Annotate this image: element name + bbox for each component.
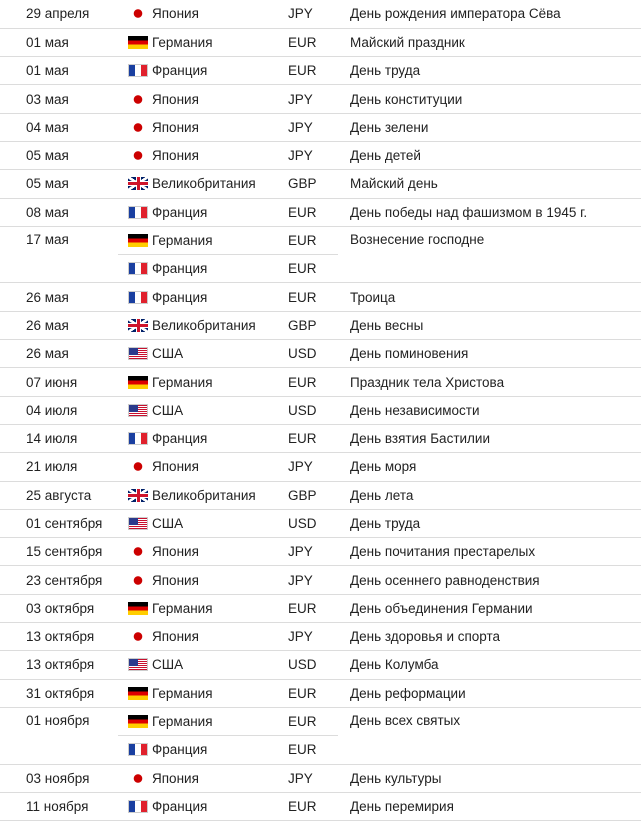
date-cell: 17 мая bbox=[0, 226, 118, 283]
country-name: Германия bbox=[152, 374, 213, 390]
currency-cell: USD bbox=[278, 340, 338, 368]
holiday-cell: День почитания престарелых bbox=[338, 538, 641, 566]
country-cell bbox=[118, 226, 278, 254]
table-row bbox=[0, 707, 641, 735]
currency-cell: EUR bbox=[278, 283, 338, 311]
country-name: Германия bbox=[152, 714, 213, 730]
currency-cell: JPY bbox=[278, 113, 338, 141]
table-row bbox=[0, 453, 641, 481]
table-row bbox=[0, 623, 641, 651]
country-cell bbox=[118, 764, 278, 792]
table-row bbox=[0, 170, 641, 198]
date-cell: 07 июня bbox=[0, 368, 118, 396]
country-name: Франция bbox=[152, 63, 208, 79]
holiday-cell: День перемирия bbox=[338, 792, 641, 820]
country-name: Германия bbox=[152, 233, 213, 249]
country-name: Япония bbox=[152, 544, 199, 560]
country-cell bbox=[118, 792, 278, 820]
date-cell: 14 июля bbox=[0, 424, 118, 452]
holiday-cell: День осеннего равноденствия bbox=[338, 566, 641, 594]
table-row bbox=[0, 340, 641, 368]
country-name: США bbox=[152, 657, 184, 673]
table-row bbox=[0, 28, 641, 56]
date-cell: 04 июля bbox=[0, 396, 118, 424]
de-flag-icon bbox=[128, 376, 148, 389]
jp-flag-icon bbox=[128, 630, 148, 643]
currency-cell: EUR bbox=[278, 226, 338, 254]
country-cell bbox=[118, 623, 278, 651]
currency-cell: USD bbox=[278, 509, 338, 537]
currency-cell: EUR bbox=[278, 28, 338, 56]
currency-cell: JPY bbox=[278, 453, 338, 481]
currency-cell: EUR bbox=[278, 707, 338, 735]
country-name: Великобритания bbox=[152, 176, 256, 192]
holiday-cell: День Колумба bbox=[338, 651, 641, 679]
date-cell: 05 мая bbox=[0, 141, 118, 169]
holiday-cell: День труда bbox=[338, 57, 641, 85]
currency-cell: EUR bbox=[278, 368, 338, 396]
table-row bbox=[0, 424, 641, 452]
country-cell bbox=[118, 736, 278, 764]
country-name: Япония bbox=[152, 91, 199, 107]
currency-cell: EUR bbox=[278, 424, 338, 452]
country-cell bbox=[118, 113, 278, 141]
table-row bbox=[0, 538, 641, 566]
country-name: США bbox=[152, 515, 184, 531]
table-row bbox=[0, 198, 641, 226]
date-cell: 03 ноября bbox=[0, 764, 118, 792]
date-cell: 25 августа bbox=[0, 481, 118, 509]
jp-flag-icon bbox=[128, 121, 148, 134]
table-row bbox=[0, 57, 641, 85]
us-flag-icon bbox=[128, 517, 148, 530]
holiday-cell: День зелени bbox=[338, 113, 641, 141]
holiday-cell: День культуры bbox=[338, 764, 641, 792]
jp-flag-icon bbox=[128, 460, 148, 473]
date-cell: 29 апреля bbox=[0, 0, 118, 28]
jp-flag-icon bbox=[128, 93, 148, 106]
country-name: Япония bbox=[152, 6, 199, 22]
currency-cell: JPY bbox=[278, 85, 338, 113]
holiday-cell: День независимости bbox=[338, 396, 641, 424]
country-name: Франция bbox=[152, 261, 208, 277]
country-cell bbox=[118, 538, 278, 566]
date-cell: 21 июля bbox=[0, 453, 118, 481]
table-row bbox=[0, 594, 641, 622]
date-cell: 11 ноября bbox=[0, 792, 118, 820]
currency-cell: EUR bbox=[278, 594, 338, 622]
country-cell bbox=[118, 141, 278, 169]
table-row bbox=[0, 113, 641, 141]
holiday-cell: День реформации bbox=[338, 679, 641, 707]
country-name: Германия bbox=[152, 34, 213, 50]
table-row bbox=[0, 141, 641, 169]
currency-cell: GBP bbox=[278, 170, 338, 198]
date-cell: 13 октября bbox=[0, 651, 118, 679]
de-flag-icon bbox=[128, 234, 148, 247]
fr-flag-icon bbox=[128, 262, 148, 275]
country-name: Франция bbox=[152, 798, 208, 814]
country-name: Германия bbox=[152, 600, 213, 616]
fr-flag-icon bbox=[128, 800, 148, 813]
date-cell: 03 октября bbox=[0, 594, 118, 622]
currency-cell: USD bbox=[278, 396, 338, 424]
date-cell: 04 мая bbox=[0, 113, 118, 141]
country-name: Япония bbox=[152, 119, 199, 135]
date-cell: 31 октября bbox=[0, 679, 118, 707]
date-cell: 03 мая bbox=[0, 85, 118, 113]
de-flag-icon bbox=[128, 687, 148, 700]
table-row bbox=[0, 792, 641, 820]
date-cell: 26 мая bbox=[0, 340, 118, 368]
table-row bbox=[0, 764, 641, 792]
gb-flag-icon bbox=[128, 489, 148, 502]
holiday-cell: Троица bbox=[338, 283, 641, 311]
holiday-cell: Майский праздник bbox=[338, 28, 641, 56]
holiday-cell: День детей bbox=[338, 141, 641, 169]
country-name: Япония bbox=[152, 148, 199, 164]
country-cell bbox=[118, 368, 278, 396]
country-cell bbox=[118, 424, 278, 452]
holiday-cell: Праздник тела Христова bbox=[338, 368, 641, 396]
date-cell: 01 сентября bbox=[0, 509, 118, 537]
fr-flag-icon bbox=[128, 432, 148, 445]
country-cell bbox=[118, 170, 278, 198]
de-flag-icon bbox=[128, 36, 148, 49]
country-name: Франция bbox=[152, 742, 208, 758]
country-cell bbox=[118, 509, 278, 537]
country-name: Германия bbox=[152, 685, 213, 701]
holiday-cell: Вознесение господне bbox=[338, 226, 641, 283]
table-row bbox=[0, 311, 641, 339]
country-name: Великобритания bbox=[152, 317, 256, 333]
currency-cell: EUR bbox=[278, 57, 338, 85]
country-name: США bbox=[152, 346, 184, 362]
gb-flag-icon bbox=[128, 319, 148, 332]
country-name: Япония bbox=[152, 770, 199, 786]
date-cell: 13 октября bbox=[0, 623, 118, 651]
country-cell bbox=[118, 707, 278, 735]
country-cell bbox=[118, 594, 278, 622]
holiday-cell: День поминовения bbox=[338, 340, 641, 368]
jp-flag-icon bbox=[128, 772, 148, 785]
date-cell: 01 ноября bbox=[0, 707, 118, 764]
date-cell: 01 мая bbox=[0, 57, 118, 85]
table-row bbox=[0, 651, 641, 679]
country-cell bbox=[118, 679, 278, 707]
date-cell: 08 мая bbox=[0, 198, 118, 226]
table-row bbox=[0, 509, 641, 537]
table-row bbox=[0, 566, 641, 594]
currency-cell: JPY bbox=[278, 764, 338, 792]
date-cell: 15 сентября bbox=[0, 538, 118, 566]
holiday-cell: День взятия Бастилии bbox=[338, 424, 641, 452]
holiday-cell: День моря bbox=[338, 453, 641, 481]
us-flag-icon bbox=[128, 347, 148, 360]
country-cell bbox=[118, 311, 278, 339]
currency-cell: JPY bbox=[278, 538, 338, 566]
currency-cell: GBP bbox=[278, 481, 338, 509]
country-cell bbox=[118, 0, 278, 28]
currency-cell: JPY bbox=[278, 141, 338, 169]
jp-flag-icon bbox=[128, 545, 148, 558]
country-name: Франция bbox=[152, 289, 208, 305]
holiday-cell: День труда bbox=[338, 509, 641, 537]
holiday-cell: День всех святых bbox=[338, 707, 641, 764]
country-cell bbox=[118, 85, 278, 113]
table-row bbox=[0, 283, 641, 311]
country-name: Япония bbox=[152, 459, 199, 475]
jp-flag-icon bbox=[128, 7, 148, 20]
date-cell: 01 мая bbox=[0, 28, 118, 56]
gb-flag-icon bbox=[128, 177, 148, 190]
de-flag-icon bbox=[128, 715, 148, 728]
country-cell bbox=[118, 283, 278, 311]
fr-flag-icon bbox=[128, 743, 148, 756]
holiday-cell: День лета bbox=[338, 481, 641, 509]
currency-cell: JPY bbox=[278, 623, 338, 651]
currency-cell: USD bbox=[278, 651, 338, 679]
country-cell bbox=[118, 340, 278, 368]
table-row bbox=[0, 0, 641, 28]
currency-cell: EUR bbox=[278, 679, 338, 707]
fr-flag-icon bbox=[128, 64, 148, 77]
table-row bbox=[0, 368, 641, 396]
table-row bbox=[0, 481, 641, 509]
jp-flag-icon bbox=[128, 574, 148, 587]
holiday-cell: День объединения Германии bbox=[338, 594, 641, 622]
jp-flag-icon bbox=[128, 149, 148, 162]
fr-flag-icon bbox=[128, 206, 148, 219]
currency-cell: JPY bbox=[278, 566, 338, 594]
country-cell bbox=[118, 481, 278, 509]
country-name: США bbox=[152, 402, 184, 418]
date-cell: 26 мая bbox=[0, 311, 118, 339]
currency-cell: EUR bbox=[278, 792, 338, 820]
table-row bbox=[0, 226, 641, 254]
holiday-cell: День весны bbox=[338, 311, 641, 339]
country-cell bbox=[118, 453, 278, 481]
holiday-cell: День конституции bbox=[338, 85, 641, 113]
currency-cell: EUR bbox=[278, 198, 338, 226]
country-name: Франция bbox=[152, 204, 208, 220]
country-cell bbox=[118, 255, 278, 283]
table-row bbox=[0, 396, 641, 424]
table-row bbox=[0, 85, 641, 113]
country-name: Франция bbox=[152, 431, 208, 447]
country-name: Япония bbox=[152, 572, 199, 588]
date-cell: 23 сентября bbox=[0, 566, 118, 594]
country-cell bbox=[118, 28, 278, 56]
date-cell: 05 мая bbox=[0, 170, 118, 198]
us-flag-icon bbox=[128, 404, 148, 417]
holiday-cell: День здоровья и спорта bbox=[338, 623, 641, 651]
holiday-cell: День рождения императора Сёва bbox=[338, 0, 641, 28]
holiday-cell: День победы над фашизмом в 1945 г. bbox=[338, 198, 641, 226]
country-cell bbox=[118, 566, 278, 594]
currency-cell: EUR bbox=[278, 255, 338, 283]
fr-flag-icon bbox=[128, 291, 148, 304]
currency-cell: EUR bbox=[278, 736, 338, 764]
date-cell: 26 мая bbox=[0, 283, 118, 311]
country-name: Япония bbox=[152, 629, 199, 645]
table-row bbox=[0, 679, 641, 707]
country-name: Великобритания bbox=[152, 487, 256, 503]
currency-cell: GBP bbox=[278, 311, 338, 339]
country-cell bbox=[118, 396, 278, 424]
us-flag-icon bbox=[128, 658, 148, 671]
country-cell bbox=[118, 57, 278, 85]
country-cell bbox=[118, 198, 278, 226]
country-cell bbox=[118, 651, 278, 679]
currency-cell: JPY bbox=[278, 0, 338, 28]
holiday-cell: Майский день bbox=[338, 170, 641, 198]
de-flag-icon bbox=[128, 602, 148, 615]
